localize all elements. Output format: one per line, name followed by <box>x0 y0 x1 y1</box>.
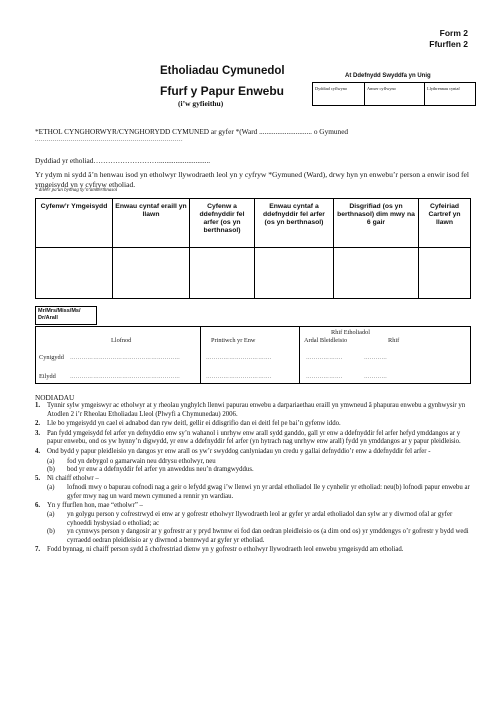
note-number: 1. <box>35 402 41 409</box>
note-subitem <box>35 511 475 528</box>
note-item <box>35 402 475 419</box>
delete-note: * dileer pa un bynnag sy’n amherthnasol <box>35 188 118 193</box>
note-item <box>35 502 475 511</box>
notes-list <box>35 402 475 555</box>
form-title: Etholiadau Cymunedol <box>160 65 285 77</box>
form-number <box>429 28 468 50</box>
proposer-name-field[interactable]: ……………………………. <box>206 355 272 361</box>
proposer-signature-field[interactable]: ………………………………………………… <box>70 355 181 361</box>
office-initials-cell: Llythrennau cyntaf <box>427 86 460 91</box>
form-number-cy: Ffurflen 2 <box>429 39 468 49</box>
proposer-district-field[interactable]: ………………. <box>306 355 343 361</box>
address-header: Cyfeiriad Cartref yn llawn <box>419 199 471 248</box>
seconder-name-field[interactable]: ……………………………. <box>206 374 272 380</box>
seconder-signature-field[interactable]: ………………………………………………… <box>70 374 181 380</box>
proposer-label: Cynigydd <box>39 354 64 361</box>
form-number-en: Form 2 <box>439 28 468 38</box>
office-date-cell: Dyddiad cyflwyno <box>313 83 365 105</box>
note-number: 3. <box>35 429 41 437</box>
forenames-header: Enwau cyntaf eraill yn llawn <box>113 199 190 248</box>
subitem-label: (a) <box>47 511 55 519</box>
subitem-label: (a) <box>47 457 55 465</box>
note-text: Ond bydd y papur pleidleisio yn dangos yr enw arall os yw’r swyddog canlyniadau yn credu y gallai defnyddio’r enw a ddefnyddir fel arfer - <box>47 447 431 455</box>
note-number: 2. <box>35 420 41 428</box>
note-subitem <box>35 466 475 475</box>
notes-heading: NODIADAU <box>35 393 75 402</box>
note-item <box>35 430 475 447</box>
divider <box>299 327 300 383</box>
common-forenames-header: Enwau cyntaf a ddefnyddir fel arfer (os yn berthnasol) <box>255 199 334 248</box>
declaration: Yr ydym ni sydd â’n henwau isod yn etholwyr llywodraeth leol yn y cyfryw *Gymuned (Ward), drwy hyn yn enwebu’r person a enwir isod fel ymgeisydd yn y cyfryw etholiad. <box>35 170 470 189</box>
note-item <box>35 420 475 429</box>
common-surname-header: Cyfenw a ddefnyddir fel arfer (os yn berthnasol) <box>190 199 255 248</box>
note-number: 7. <box>35 545 41 553</box>
note-text: Yn y ffurflen hon, mae “etholwr” – <box>47 501 143 509</box>
note-text: Tynnir sylw ymgeiswyr ac etholwyr at y rheolau ynghylch llenwi papurau enwebu a darpariaethau eraill yn ymwneud â phapurau enwebu a gynhwysir yn Atodlen 2 i’r Rheolau Etholiadau Lleol (Plwyfi a Chymunedau) 2006. <box>47 402 466 418</box>
print-name-header: Printiwch yr Enw <box>211 337 256 344</box>
note-subitem <box>35 484 475 501</box>
polling-district-header: Ardal Bleidleisio <box>304 337 348 344</box>
election-date[interactable]: Dyddiad yr etholiad………………………............................ <box>35 156 211 165</box>
candidate-table <box>35 198 471 299</box>
signature-box <box>35 326 471 384</box>
seconder-district-field[interactable]: ………………. <box>306 374 343 380</box>
note-text: Pan fydd ymgeisydd fel arfer yn defnyddio enw sy’n wahanol i unrhyw enw arall sydd ganddo, gall yr enw a ddefnyddir fel arfer hefyd ymddangos ar y papur enwebu, ond os yw hynny’n digwydd, yr enw a ddefnyddir fel arfer (yn hytrach nag unrhyw enw arall) fydd yn ymddangos ar y papur pleidleisio. <box>47 429 461 446</box>
number-header: Rhif <box>388 337 400 344</box>
note-subitem <box>35 458 475 467</box>
note-text: Fodd bynnag, ni chaiff person sydd â chofrestriad dienw yn y gofrestr o etholwyr llywodraeth leol enwebu ymgeisydd am etholiad. <box>47 545 404 553</box>
translation-note: (i’w gyfieithu) <box>178 99 224 108</box>
proposer-number-field[interactable]: ………… <box>364 355 388 361</box>
note-item <box>35 448 475 457</box>
note-number: 6. <box>35 501 41 509</box>
seconder-label: Eilydd <box>39 373 56 380</box>
divider <box>200 327 201 383</box>
note-item <box>35 546 475 555</box>
subitem-label: (a) <box>47 484 55 492</box>
office-time-cell: Amser cyflwyno <box>365 83 425 105</box>
common-forenames-cell[interactable] <box>255 248 334 299</box>
ward-dots[interactable]: .......................................................................... <box>35 137 183 143</box>
surname-header: Cyfenw’r Ymgeisydd <box>36 199 113 248</box>
candidate-entry-row <box>36 248 471 299</box>
subitem-text: yn golygu person y cofrestrwyd ei enw ar y gofrestr etholwyr llywodraeth leol ar gyfer yr ardal etholiadol dan sylw ar y diwrnod ofal ar gyfer cyhoeddi hysbysiad o etholiad; ac <box>67 511 453 527</box>
subitem-label: (b) <box>47 466 55 474</box>
subitem-text: yn cynnwys person y dangosir ar y gofrestr ar y pryd hwnnw ei fod dan oedran pleidleisio os (a dim ond os) yr ymddengys o’r gofrestr y bydd wedi cyrraedd oedran pleidleisio ar y diwrnod a bennwyd ar gyfer yr etholiad. <box>67 528 469 544</box>
subitem-text: bod yr enw a ddefnyddir fel arfer yn anweddus neu’n dramgwyddus. <box>67 466 254 474</box>
elector-number-header: Rhif Etholiadol <box>331 329 371 336</box>
subitem-text: fod yn debygol o gamarwain neu ddrysu etholwyr, neu <box>67 457 216 465</box>
ward-line: *ETHOL CYNGHORWYR/CYNGHORYDD CYMUNED ar gyfer *(Ward ............................. o Gymuned <box>35 127 349 136</box>
subitem-text: lofnodi mwy o bapurau cofnodi nag a geir o lefydd gwag i’w llenwi yn yr ardal etholiadol lle y cynhelir yr etholiad: neu(b) lofnodi papur enwebu ar gyfer mwy nag un ward mewn cymuned a rennir yn wardiau. <box>67 484 470 500</box>
seconder-number-field[interactable]: ………… <box>364 374 388 380</box>
address-cell[interactable] <box>419 248 471 299</box>
title-box[interactable]: Mr/Mrs/Miss/Ms/ Dr/Arall <box>35 306 97 325</box>
note-item <box>35 475 475 484</box>
note-text: Lle bo ymgeisydd yn cael ei adnabod dan ryw deitl, gellir ei ddisgrifio dan ei deitl fel pe bai’n gyfenw iddo. <box>47 420 341 428</box>
description-cell[interactable] <box>334 248 419 299</box>
office-use-label: At Ddefnydd Swyddfa yn Unig <box>345 73 431 79</box>
candidate-header-row <box>36 199 471 248</box>
surname-cell[interactable] <box>36 248 113 299</box>
form-subtitle: Ffurf y Papur Enwebu <box>160 84 285 98</box>
note-subitem <box>35 528 475 545</box>
office-use-table <box>312 82 476 106</box>
note-text: Ni chaiff etholwr – <box>47 474 99 482</box>
note-number: 5. <box>35 474 41 482</box>
forenames-cell[interactable] <box>113 248 190 299</box>
common-surname-cell[interactable] <box>190 248 255 299</box>
note-number: 4. <box>35 447 41 455</box>
description-header: Disgrifiad (os yn berthnasol) dim mwy na 6 gair <box>334 199 419 248</box>
signature-header: Llofnod <box>111 337 132 344</box>
subitem-label: (b) <box>47 528 55 536</box>
